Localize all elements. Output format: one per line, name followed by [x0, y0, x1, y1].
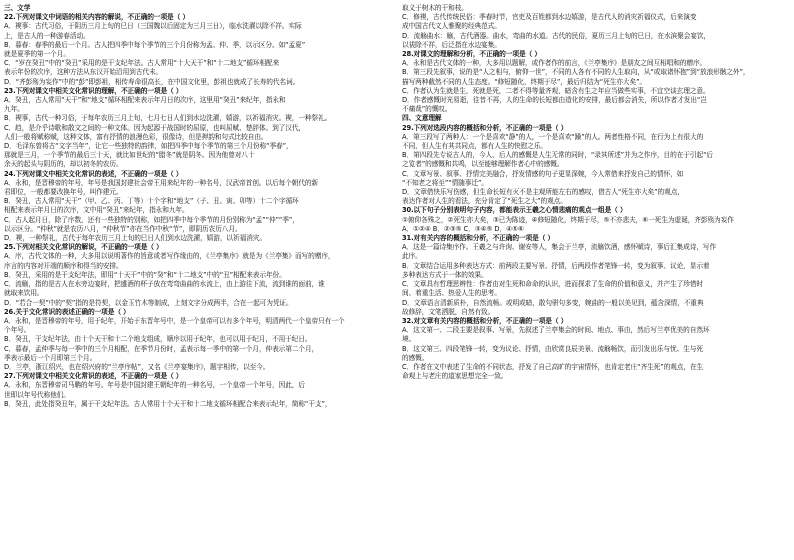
text-line: A．第三段写了两种人：一个是喜欢“静”的人，一个是喜欢“躁”的人。两者性格不同，在行为上有很大的: [402, 132, 704, 141]
text-line: 个年号。: [4, 326, 31, 335]
text-line: C．文章写景、叙事、抒情完美融合，抒发情感的句子更显深婉，今人常借来抒发自己的情怀，如: [402, 169, 684, 178]
text-line: 之览者”的感慨和共鸣，以至能够理解作者心中的感慨。: [402, 160, 564, 169]
text-line: D．“齐彭殇为妄作”中的“彭”即彭祖，相传寿命很高长，在中国文化里，彭祖也就成了长寿的代名词。: [4, 77, 300, 86]
text-line: 就是夏季的第一个月。: [4, 50, 70, 59]
text-line: A．这是一篇诗集序作。王羲之与许询、谢安等人，集会于兰亭，流觞饮酒，感怀赋诗，事后汇集成诗，写作: [402, 243, 717, 252]
text-line: D．兰亭，浙江绍兴，也在绍兴府的“兰亭序帖”，又名《兰亭宴集序》，题字相传，以至今。: [4, 362, 270, 371]
text-line: 的感慨。: [402, 353, 429, 362]
text-line: 间、着重生活、热爱人生的思考。: [402, 289, 501, 298]
text-line: C．古人起月日，除了序数，还有一些独特的别称，如把四季中每个季节的月份别称为“孟”“仲”“季”，: [4, 215, 299, 224]
text-line: A．①②④ B．②③⑤ C．③④⑤ D．④⑤⑥: [402, 224, 524, 233]
text-line: 那就是三月，一个季节的最后三十天，就比如世纪的“腊冬”就是阴冬。因为他曾对八十: [4, 151, 255, 160]
text-line: 三、文学: [4, 4, 31, 12]
text-line: 相配来表示年月日的次序，文中用“癸丑”来纪年，指永和九年。: [4, 206, 189, 215]
text-line: 九年。: [4, 105, 24, 114]
text-line: 23.下列对课文中相关文化常识的理解，不正确的一项是（ ）: [4, 86, 183, 95]
text-line: D．“若合一契”中的“契”指的是符契，以金玉竹木等制成，上刻文字分成两半，合在一起可为凭证。: [4, 298, 293, 307]
text-line: C．作者在文中表述了生命的不同状态，抒发了自己高旷的宇宙情怀，也肯定老庄“齐生死”的观点，在生: [402, 362, 704, 371]
text-line: 表达作者对人生的看法，充分肯定了“死生之大”的观点。: [402, 197, 567, 206]
text-line: B．癸丑，古人常用“天干”（甲、乙、丙、丁等）十个字和“地支”（子、丑、寅、卯等）十二个字循环: [4, 197, 299, 206]
text-line: 32.对文章有关内容的概括和分析，不正确的一项是（ ）: [402, 316, 568, 325]
text-line: 24.下列对课文中相关文化常识的表述，不正确的一项是（ ）: [4, 169, 183, 178]
text-line: B．第三段先叙事，说的是“人之相与，俯仰一世”，不同的人各有不同的人生取向，从“或取诸怀抱”到“放浪形骸之外”，: [402, 68, 750, 77]
text-line: 以祓除不祥，后泛指在水边宴集。: [402, 40, 501, 49]
text-line: 就取来饮用。: [4, 289, 44, 298]
left-column: [4, 4, 389, 556]
text-line: 四、文意理解: [402, 114, 442, 123]
text-line: 22.下列对课文中词语的相关内容的解说，不正确的一项是（ ）: [4, 13, 190, 22]
text-line: C．趋，是介乎诗歌和散文之间的一种文体。因为起源于战国时的屈原，也叫屈赋、楚辞体。到了汉代，: [4, 123, 306, 132]
text-line: 29.下列对选段内容的概括和分析，不正确的一项是（ ）: [402, 123, 568, 132]
text-line: B．第四段先专说古人的，今人、后人的感慨是人生无常的同时，“录其所述”并为之作序，目的在于引起“后: [402, 151, 714, 160]
text-line: 故修辞，文笔洒脱，自然有致。: [402, 307, 495, 316]
text-line: B．癸丑，采用的是干支纪年法，即用“十天干”中的“癸”和“十二地支”中的“丑”相配来表示年份。: [4, 270, 286, 279]
text-line: 人们一般将赋称赋，这种文体，富有抒情的浪漫色彩，很像诗，但是押韵和句式比较自由。: [4, 132, 268, 141]
text-line: 境。: [402, 335, 416, 344]
text-line: C．修禊，古代传统民俗：季春时节，官吏及百姓都到水边嬉游，是古代人的消灾祈福仪式，后来演变: [402, 13, 697, 22]
text-line: A．永和，是晋穆帝的年号，年号是我国封建社会帝王用来纪年的一种名号，汉武帝首创。以后每个朝代的新: [4, 178, 319, 187]
text-line: A．癸丑，古人常用“天干”和“地支”循环相配来表示年月日的次序，这里用“癸丑”来纪年，指永和: [4, 96, 286, 105]
text-line: 取义于树木的干和枝。: [402, 4, 468, 12]
text-line: A．褉事：古代习俗，于阴历三月上旬的巳日（三国魏以后固定为三月三日），临水洗濯以除不祥。实际: [4, 22, 302, 31]
text-line: 多种表达方式于一体的效果。: [402, 270, 488, 279]
text-line: 季表示最后一个月即第三个月。: [4, 353, 97, 362]
text-line: 27.下列对课文中相关文化常识的表述，不正确的一项是（ ）: [4, 372, 183, 381]
text-line: D．作者感慨时光易逝，往昔不再，人的生命的长短都由造化的安排，最后都会消失，所以作者才发出“岂: [402, 96, 707, 105]
text-line: B．文章结合运用多种表达方式：前两段主要写景、抒情，后两段作者笔锋一转，变为叙事、议论，显示着: [402, 261, 710, 270]
text-line: B．癸丑，此处指癸丑年，属于干支纪年法。古人常用十个天干和十二地支循环相配合来表示纪年，简称“干支”，: [4, 399, 332, 408]
right-column: [402, 4, 788, 556]
text-line: D．文章借快乐写伤感，但生命长短有灭不是主观所能左右的感叹，借古人“死生亦大矣”的观点，: [402, 188, 684, 197]
text-line: B．褉事，古代一种习俗，于每年农历三月上旬，七月七日人们到水边洗濯，嬉游，以祈福消灾。褉，一种祭礼。: [4, 114, 332, 123]
text-line: 30.以下句子分别表明句子内容，都能表示王羲之心情悲痛的观点一组是（ ）: [402, 206, 627, 215]
text-line: 此序。: [402, 252, 422, 261]
text-line: A．永和，东晋穆帝司马聃的年号。年号是中国封建王朝纪年的一种名号，一个皇帝一个年号，因此，后: [4, 381, 305, 390]
text-line: 不痛哉”的慨叹。: [402, 105, 452, 114]
text-line: C．暮春，孟仲季与每一季中的三个月相配，在季节月份时，孟表示每一季中的第一个月，仲表示第二个月，: [4, 344, 319, 353]
text-line: C．作者认为生就是生，死就是死，二者不得等量齐观，暗含有生之年应当做些实事，不宜空谈玄理之意。: [402, 86, 710, 95]
text-line: D．毛泽东曾将古“文字当年”，让它一些独特的韵律，如把四季中每个季节的第三个月份称“季春”，: [4, 142, 293, 151]
text-line: B．暮春：春季的最后一个月。古人把四季中每个季节的三个月份称为孟、仲、季，以示区分。如“孟夏”: [4, 40, 306, 49]
text-line: 31.对有关内容的概括和分析，不正确的一项是（ ）: [402, 234, 555, 243]
text-line: 序言的内容对开端的顺序和得当的安排。: [4, 261, 123, 270]
text-line: 君即位，一般都要改换年号，叫作建元。: [4, 188, 123, 197]
text-line: C．文章具有哲理思辨性：作者由对生死和命命的认识，进而探求了生命的价值和意义，并产生了珍惜时: [402, 280, 704, 289]
text-line: 表示年份的次序，这种方法从东汉开始沿用到古代末。: [4, 68, 163, 77]
text-line: ①俯仰各殊之，②死生亦大矣，③已为陈迹，④修短随化，终期于尽，⑤不亦悲夫，⑥一死生为虚诞，齐彭殇为妄作: [402, 215, 734, 224]
text-line: 不同，但人生有其共同点，都有人生的快慰之乐。: [402, 142, 547, 151]
text-line: A．永和是古代文体的一种，大多用以题解，或作者作的前言，《兰亭集序》是朋友之间互相唱和的赠序。: [402, 59, 707, 68]
text-line: 26.关于文化常识的表述正确的一项是（ ）: [4, 307, 130, 316]
text-line: B．癸丑，干支纪年法，由十个天干和十二个地支组成，顺序以用于纪年，也可以用于纪月，不用于纪日。: [4, 335, 312, 344]
text-line: 余天的起头与阴历的，却以初冬的农历。: [4, 160, 123, 169]
text-line: B．这文第三、四段笔锋一转，变为议论、抒情，由欣赏良辰美景、流觞畅饮，而引发出乐与忧、生与死: [402, 344, 703, 353]
text-line: 命观上与老庄的道家思想完全一致。: [402, 372, 508, 381]
text-line: C．“岁在癸丑”中的“癸丑”采用的是干支纪年法。古人常用“十大天干”和“十二地支”循环相配来: [4, 59, 280, 68]
text-line: 28.对课文的理解和分析，不正确的一项是（ ）: [402, 50, 541, 59]
text-line: C．流觞，指的是古人在水旁边宴时，把盛酒的杯子放在弯弯曲曲的水流上，由上游往下流，流到谁的面前，谁: [4, 280, 325, 289]
text-line: A．序，古代文体的一种，大多用以说明著作的旨意或者写作缘由的，《兰亭集序》就是为《兰亭集》而写的赠序，: [4, 252, 335, 261]
text-line: 以示区分。“仲秋”就是农历八月，“仲秋节”亦在当作中秋“节”，即阴历农历八月。: [4, 224, 242, 233]
text-line: 世即以年号代称他们。: [4, 390, 70, 399]
text-line: “不知老之将至”“情随事迁”。: [402, 178, 488, 187]
text-line: D．文章语言清新质朴，自然流畅。或明或暗，散句骈句多变，婉曲的一般以美见到，蕴含深情，不重典: [402, 298, 704, 307]
text-line: D．流觞曲水：觞，古代酒器。曲水，弯曲的水道。古代的民俗，夏历三月上旬的巳日，在水滨聚会宴饮，: [402, 31, 711, 40]
text-line: 上，是古人的一种游春活动。: [4, 31, 90, 40]
text-line: 成中国古代文人雅聚的经典范式。: [402, 22, 501, 31]
text-line: A．永和，是晋穆帝的年号，用于纪年，开始于东晋年号中，是一个皇帝可以有多个年号，明清两代一个皇帝只有一个: [4, 316, 345, 325]
text-line: 25.下列对相关文化常识的解说，不正确的一项是（ ）: [4, 243, 163, 252]
text-line: 描写两种截然不同的人生态度。“修短随化，终期于尽”，最后归结为“死生亦大矣”。: [402, 77, 647, 86]
text-line: A．这文第一、二段主要是叙事、写景，先叙述了兰亭集会的时间、地点、事由，然后写兰亭优美的自然环: [402, 326, 710, 335]
text-line: D．褉，一种祭礼，古代于每年农历三月上旬的巳日人们到水边洗濯，嬉游，以祈福消灾。: [4, 234, 266, 243]
